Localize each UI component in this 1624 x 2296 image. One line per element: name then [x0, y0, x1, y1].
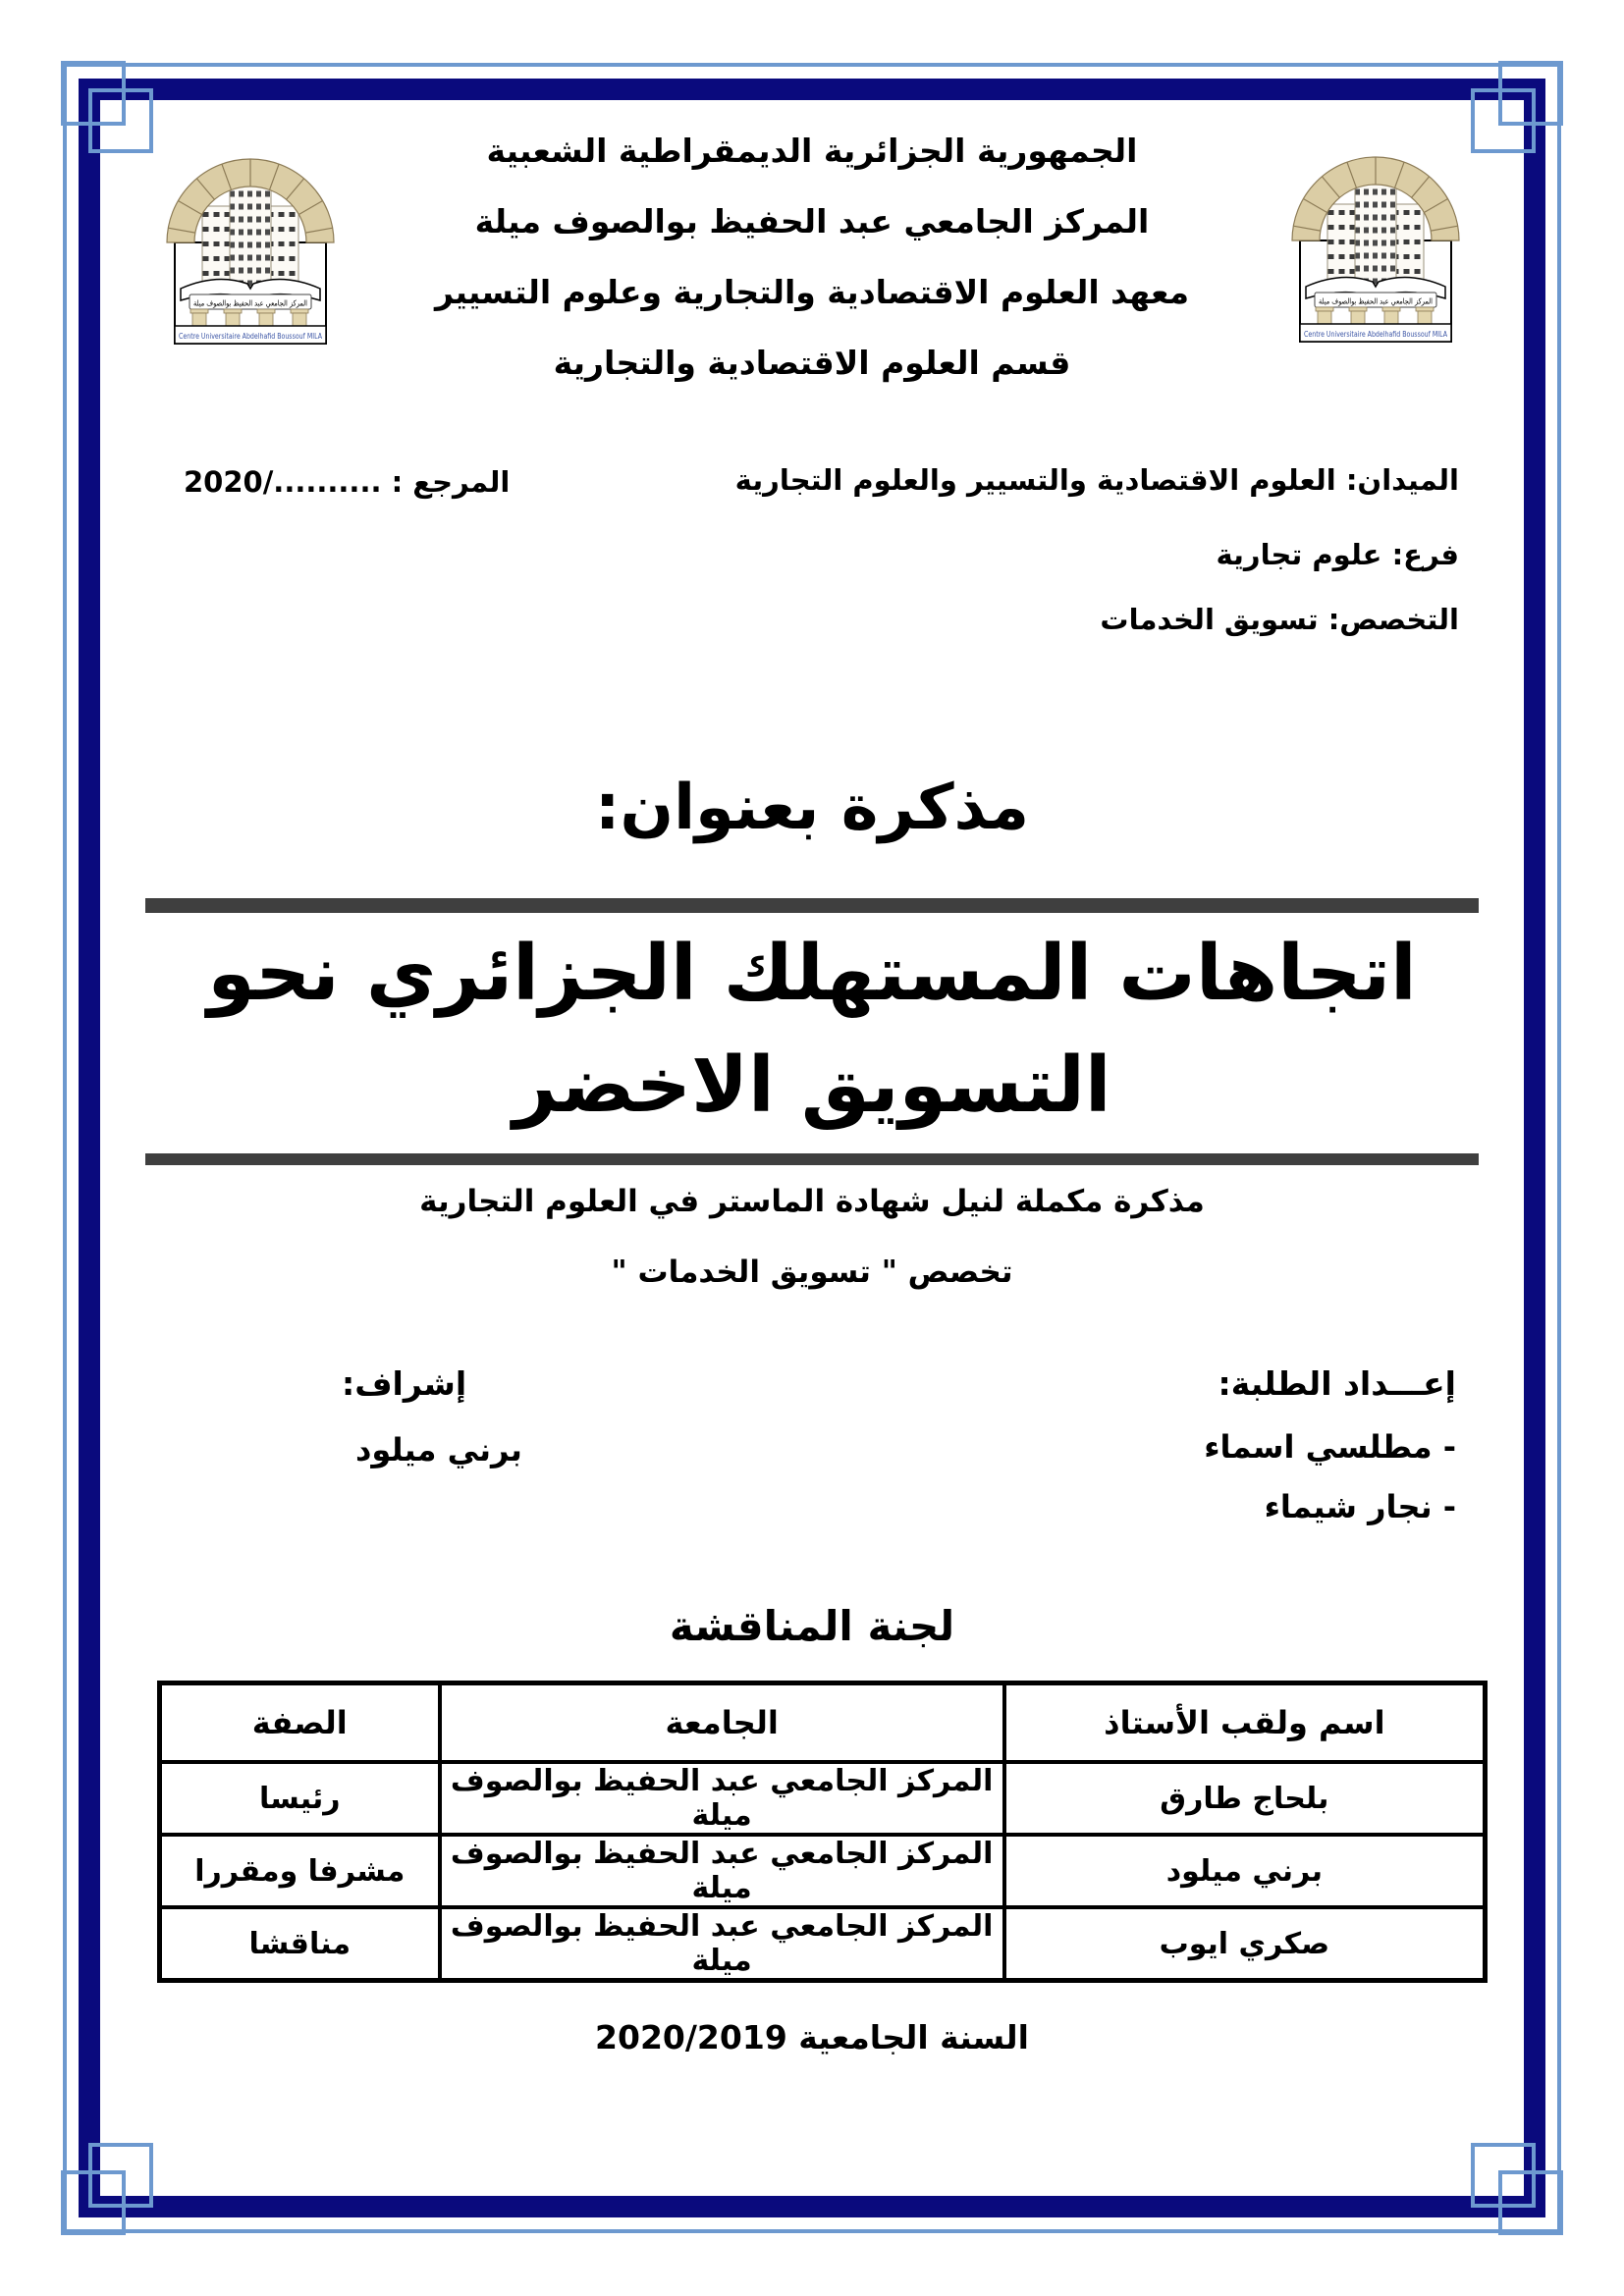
main-title-line2: التسويق الاخضر: [513, 1041, 1111, 1130]
degree-subtitle: مذكرة مكملة لنيل شهادة الماستر في العلوم التجارية: [419, 1184, 1205, 1219]
students-label: إعـــداد الطلبة:: [1218, 1364, 1456, 1403]
table-row: [160, 1907, 1486, 1981]
field-branch: فرع: علوم تجارية: [1216, 538, 1459, 571]
committee-table: [157, 1681, 1488, 1983]
doc-type-title: مذكرة بعنوان:: [594, 772, 1030, 844]
specialty-subtitle: تخصص " تسويق الخدمات ": [611, 1255, 1013, 1290]
cell-university: المركز الجامعي عبد الحفيظ بوالصوف ميلة: [440, 1907, 1004, 1981]
divider-bar-top: [145, 898, 1479, 913]
main-title: [0, 918, 1624, 1142]
student-name-2: - نجار شيماء: [1264, 1488, 1456, 1525]
field-specialty: التخصص: تسويق الخدمات: [1100, 603, 1459, 636]
field-reference: المرجع : ........../2020: [184, 465, 511, 499]
divider-bar-bottom: [145, 1153, 1479, 1165]
supervision-label: إشراف:: [342, 1364, 467, 1403]
header-line-department: قسم العلوم الاقتصادية والتجارية: [553, 344, 1071, 382]
cell-university: المركز الجامعي عبد الحفيظ بوالصوف ميلة: [440, 1762, 1004, 1835]
student-name-1: - مطلسي اسماء: [1204, 1428, 1456, 1466]
cell-professor-name: بلحاج طارق: [1004, 1762, 1486, 1835]
cell-role: مشرفا ومقررا: [160, 1835, 440, 1907]
cell-professor-name: صكري ايوب: [1004, 1907, 1486, 1981]
cell-professor-name: برني ميلود: [1004, 1835, 1486, 1907]
supervisor-name: برني ميلود: [355, 1431, 522, 1468]
header-line-institute: معهد العلوم الاقتصادية والتجارية وعلوم التسيير: [434, 273, 1190, 311]
table-row: [160, 1762, 1486, 1835]
field-domain: الميدان: العلوم الاقتصادية والتسيير والعلوم التجارية: [734, 463, 1459, 497]
academic-year: السنة الجامعية 2020/2019: [595, 2018, 1029, 2056]
header-line-university: المركز الجامعي عبد الحفيظ بوالصوف ميلة: [474, 202, 1150, 240]
main-title-line1: اتجاهات المستهلك الجزائري نحو: [207, 930, 1417, 1018]
cell-university: المركز الجامعي عبد الحفيظ بوالصوف ميلة: [440, 1835, 1004, 1907]
column-header-professor-name: اسم ولقب الأستاذ: [1004, 1683, 1486, 1763]
column-header-university: الجامعة: [440, 1683, 1004, 1763]
header-line-republic: الجمهورية الجزائرية الديمقراطية الشعبية: [486, 132, 1138, 170]
table-header-row: [160, 1683, 1486, 1763]
column-header-role: الصفة: [160, 1683, 440, 1763]
table-row: [160, 1835, 1486, 1907]
corner-ornament-bottom-right-inner: [1471, 2143, 1536, 2208]
cell-role: مناقشا: [160, 1907, 440, 1981]
institution-header: [0, 116, 1624, 399]
cell-role: رئيسا: [160, 1762, 440, 1835]
committee-title: لجنة المناقشة: [669, 1602, 955, 1650]
corner-ornament-bottom-left-inner: [88, 2143, 153, 2208]
